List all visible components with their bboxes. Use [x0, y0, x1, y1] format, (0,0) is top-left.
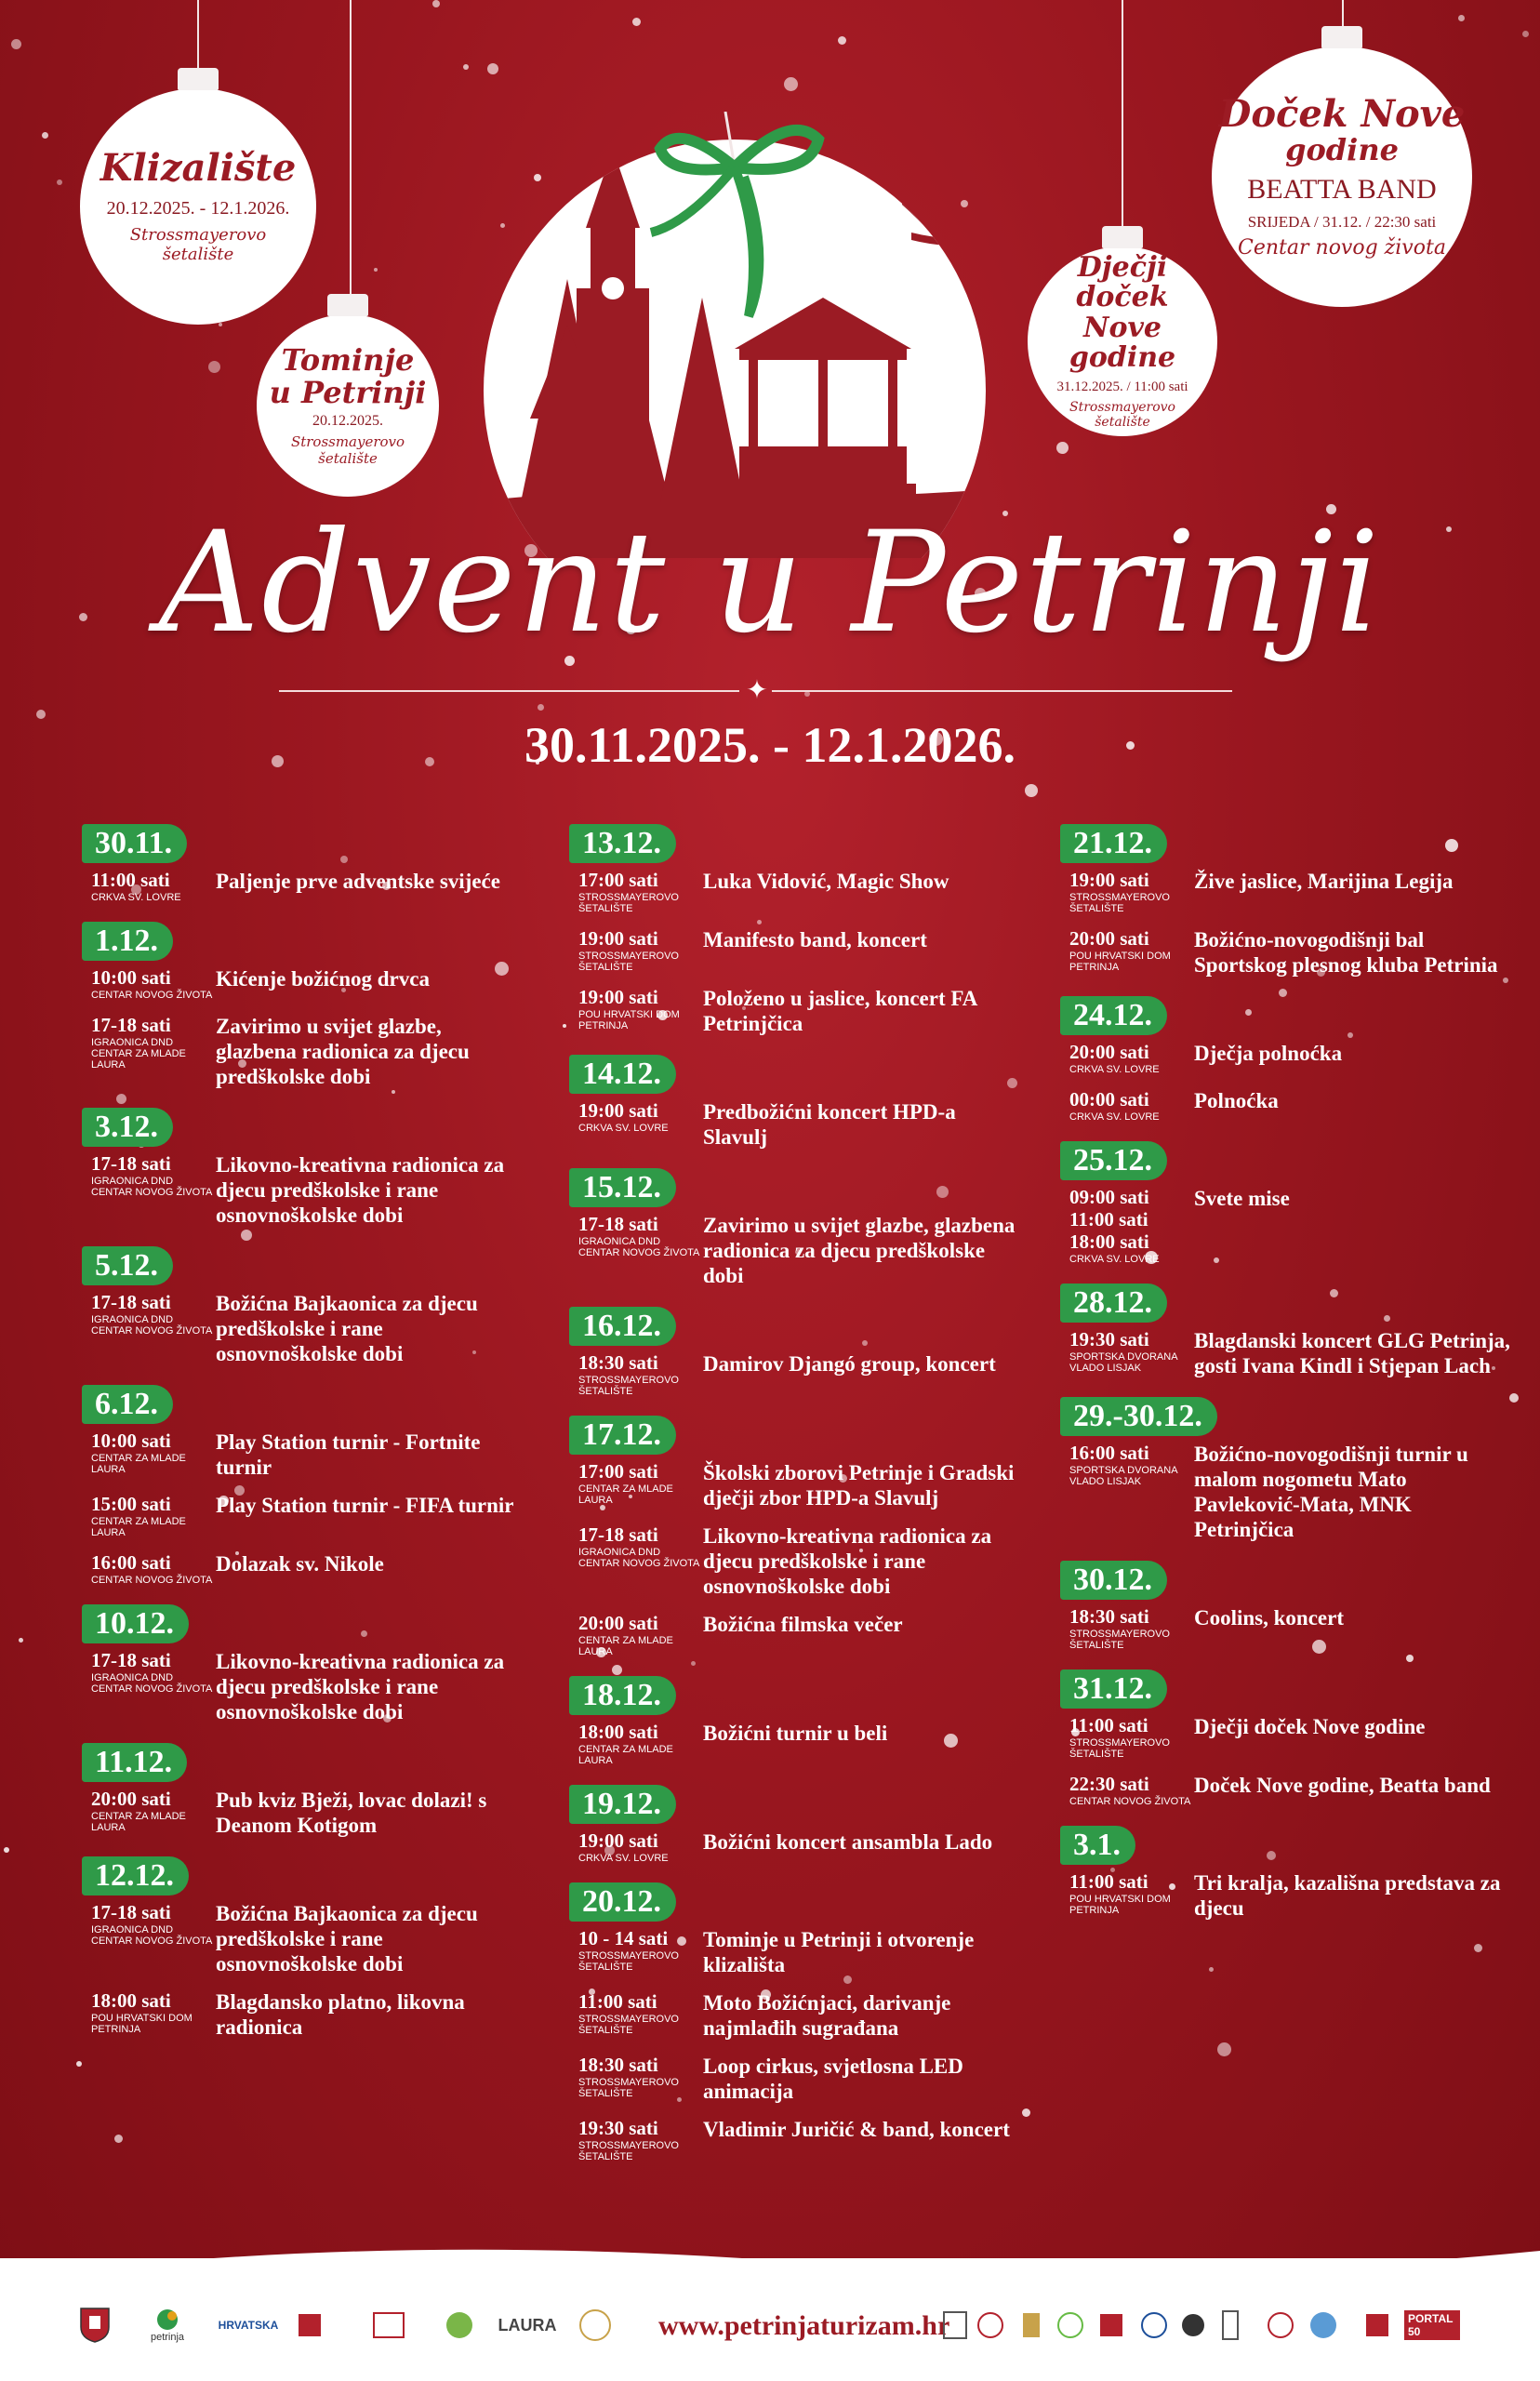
event-time: 19:00 sati	[1069, 869, 1149, 891]
event-time: 18:30 sati	[578, 2054, 658, 2076]
event-location: IGRAONICA DND CENTAR NOVOG ŽIVOTA	[91, 1314, 213, 1337]
date-badge: 6.12.	[82, 1385, 173, 1424]
schedule-day	[1060, 1820, 1516, 1921]
event-location: CENTAR ZA MLADE LAURA	[91, 1453, 186, 1475]
snowflake	[1474, 1944, 1482, 1952]
schedule-day	[1060, 1664, 1516, 1807]
event-row	[1060, 1328, 1516, 1378]
website-url[interactable]: www.petrinjaturizam.hr	[658, 2310, 950, 2341]
event-description: Božićni turnir u beli	[703, 1722, 888, 1745]
event-location: STROSSMAYEROVO ŠETALIŠTE	[578, 892, 679, 914]
event-time: 17-18 sati	[91, 1649, 171, 1671]
schedule-day	[82, 1102, 519, 1228]
event-description: Predbožićni koncert HPD-a Slavulj	[703, 1100, 956, 1149]
event-row	[1060, 1088, 1516, 1123]
event-row	[1060, 1605, 1516, 1651]
event-row	[82, 1989, 519, 2040]
schedule-day	[82, 1379, 519, 1586]
event-row	[569, 2054, 1025, 2104]
event-row	[569, 1351, 1025, 1397]
event-location: STROSSMAYEROVO ŠETALIŠTE	[578, 2140, 679, 2162]
event-description: Play Station turnir - Fortnite turnir	[216, 1430, 481, 1479]
event-time: 17:00 sati	[578, 1460, 658, 1483]
event-row	[569, 986, 1025, 1036]
date-badge: 24.12.	[1060, 996, 1167, 1035]
event-row	[82, 1152, 519, 1228]
snowflake	[4, 1847, 9, 1853]
event-time: 10:00 sati	[91, 1430, 171, 1452]
event-location: CRKVA SV. LOVRE	[1069, 1111, 1160, 1123]
event-description: Pub kviz Bježi, lovac dolazi! s Deanom Kotigom	[216, 1789, 487, 1837]
date-badge: 21.12.	[1060, 824, 1167, 863]
laura-logo: LAURA	[498, 2315, 557, 2334]
ornament-place: šetalište	[1095, 415, 1150, 431]
event-description: Položeno u jaslice, koncert FA Petrinjčica	[703, 987, 977, 1035]
event-location: CENTAR ZA MLADE LAURA	[578, 1744, 673, 1766]
event-location: STROSSMAYEROVO ŠETALIŠTE	[578, 1950, 679, 1973]
snowflake	[1217, 2042, 1231, 2056]
event-location: POU HRVATSKI DOM PETRINJA	[91, 2013, 192, 2035]
event-row	[82, 1014, 519, 1089]
event-location: CRKVA SV. LOVRE	[91, 892, 181, 903]
hrvatska-logo: HRVATSKA	[218, 2319, 279, 2332]
schedule-column-2	[569, 818, 1025, 2175]
event-time: 20:00 sati	[1069, 1041, 1149, 1063]
ornament-djecji-docek	[1028, 246, 1217, 436]
event-row	[1060, 1041, 1516, 1075]
event-time: 10:00 sati	[91, 966, 171, 989]
partner-logo-icon	[1097, 2307, 1125, 2344]
schedule-day	[569, 1410, 1025, 1657]
event-location: POU HRVATSKI DOM PETRINJA	[1069, 951, 1171, 973]
snowflake	[114, 2135, 123, 2143]
partner-logo-icon	[296, 2307, 324, 2344]
event-location: CENTAR NOVOG ŽIVOTA	[1069, 1796, 1191, 1807]
schedule-day	[82, 818, 519, 903]
event-location: CENTAR ZA MLADE LAURA	[91, 1516, 186, 1538]
event-description: Kićenje božićnog drvca	[216, 967, 430, 991]
event-description: Doček Nove godine, Beatta band	[1194, 1774, 1491, 1797]
partner-logo-icon	[1056, 2307, 1084, 2344]
event-location: STROSSMAYEROVO ŠETALIŠTE	[1069, 1737, 1170, 1760]
event-description: Likovno-kreativna radionica za djecu predškolske i rane osnovnoškolske dobi	[703, 1524, 992, 1598]
event-location: IGRAONICA DND CENTAR NOVOG ŽIVOTA	[578, 1547, 700, 1569]
event-description: Žive jaslice, Marijina Legija	[1194, 870, 1454, 893]
event-location: SPORTSKA DVORANA VLADO LISJAK	[1069, 1351, 1177, 1374]
event-time: 17-18 sati	[91, 1291, 171, 1313]
event-time: 19:00 sati	[578, 927, 658, 950]
snowflake	[42, 132, 48, 139]
event-location: CRKVA SV. LOVRE	[578, 1123, 669, 1134]
ornament-date: 31.12.2025. / 11:00 sati	[1056, 379, 1188, 395]
ornament-title: godine	[1285, 132, 1399, 168]
event-location: CENTAR NOVOG ŽIVOTA	[91, 990, 213, 1001]
event-time: 11:00 sati	[1069, 1714, 1148, 1736]
event-time: 19:30 sati	[1069, 1328, 1149, 1350]
ornament-title: Tominje	[281, 342, 415, 379]
event-location: STROSSMAYEROVO ŠETALIŠTE	[578, 2077, 679, 2099]
event-time: 22:30 sati	[1069, 1773, 1149, 1795]
event-description: Božićni koncert ansambla Lado	[703, 1830, 993, 1854]
event-row	[82, 1901, 519, 1976]
event-description: Božićna filmska večer	[703, 1613, 903, 1636]
date-badge: 31.12.	[1060, 1669, 1167, 1709]
ornament-place: Strossmayerovo	[290, 433, 405, 451]
event-row	[1060, 1714, 1516, 1760]
event-description: Božićno-novogodišnji turnir u malom nogometu Mato Pavleković-Mata, MNK Petrinjčica	[1194, 1443, 1468, 1541]
schedule-day	[82, 916, 519, 1089]
event-time: 17-18 sati	[578, 1523, 658, 1546]
event-row	[82, 1430, 519, 1480]
event-description: Manifesto band, koncert	[703, 928, 927, 951]
event-description: Luka Vidović, Magic Show	[703, 870, 949, 893]
event-location: STROSSMAYEROVO ŠETALIŠTE	[1069, 1629, 1170, 1651]
event-row	[569, 1829, 1025, 1864]
ornament-place: šetalište	[162, 245, 234, 265]
event-location: CRKVA SV. LOVRE	[1069, 1064, 1160, 1075]
event-time: 17-18 sati	[91, 1901, 171, 1923]
schedule-day	[82, 1737, 519, 1838]
schedule-day	[569, 1779, 1025, 1864]
event-location: IGRAONICA DND CENTAR NOVOG ŽIVOTA	[91, 1176, 213, 1198]
event-row	[569, 1460, 1025, 1510]
event-row	[82, 966, 519, 1001]
event-description: Paljenje prve adventske svijeće	[216, 870, 500, 893]
schedule-day	[569, 818, 1025, 1036]
date-badge: 10.12.	[82, 1604, 189, 1643]
date-badge: 19.12.	[569, 1785, 676, 1824]
event-time: 17:00 sati	[578, 869, 658, 891]
event-row	[569, 1721, 1025, 1766]
event-description: Blagdanski koncert GLG Petrinja, gosti Ivana Kindl i Stjepan Lach	[1194, 1329, 1510, 1377]
event-location: IGRAONICA DND CENTAR NOVOG ŽIVOTA	[91, 1924, 213, 1947]
snowflake	[374, 268, 378, 272]
event-time: 20:00 sati	[1069, 927, 1149, 950]
event-row	[569, 1927, 1025, 1977]
snowflake	[19, 1638, 23, 1643]
ornament-title: u Petrinji	[269, 374, 427, 410]
schedule-day	[82, 1599, 519, 1724]
partner-logo-icon	[941, 2307, 969, 2344]
event-row	[569, 1213, 1025, 1288]
event-row	[569, 869, 1025, 914]
date-badge: 3.12.	[82, 1108, 173, 1147]
ornament-klizaliste	[80, 88, 316, 325]
event-location: IGRAONICA DND CENTAR NOVOG ŽIVOTA	[578, 1236, 700, 1258]
partner-logo-icon	[1017, 2307, 1045, 2344]
ornament-tominje	[257, 314, 439, 497]
event-time: 00:00 sati	[1069, 1088, 1149, 1111]
ornament-title: Dječji doček	[1076, 250, 1169, 314]
date-badge: 15.12.	[569, 1168, 676, 1207]
event-row	[569, 1990, 1025, 2041]
snowflake	[76, 2061, 82, 2067]
ornament-dates: 20.12.2025. - 12.1.2026.	[106, 198, 290, 219]
event-time: 19:30 sati	[578, 2117, 658, 2139]
event-time: 16:00 sati	[91, 1551, 171, 1574]
event-location: IGRAONICA DND CENTAR ZA MLADE LAURA	[91, 1037, 186, 1071]
event-description: Tominje u Petrinji i otvorenje klizališta	[703, 1928, 975, 1976]
partner-logo-icon	[1267, 2307, 1294, 2344]
event-description: Božićna Bajkaonica za djecu predškolske i rane osnovnoškolske dobi	[216, 1292, 478, 1365]
event-time: 16:00 sati	[1069, 1442, 1149, 1464]
event-location: CENTAR ZA MLADE LAURA	[91, 1811, 186, 1833]
event-row	[1060, 1773, 1516, 1807]
event-description: Play Station turnir - FIFA turnir	[216, 1494, 514, 1517]
event-description: Vladimir Juričić & band, koncert	[703, 2118, 1010, 2141]
event-time: 15:00 sati	[91, 1493, 171, 1515]
date-badge: 3.1.	[1060, 1826, 1135, 1865]
date-badge: 5.12.	[82, 1246, 173, 1285]
date-badge: 1.12.	[82, 922, 173, 961]
event-description: Zavirimo u svijet glazbe, glazbena radionica za djecu predškolske dobi	[216, 1015, 470, 1088]
schedule-day	[1060, 1391, 1516, 1542]
ornament-string	[350, 0, 352, 307]
partner-logo-icon	[577, 2307, 614, 2344]
event-description: Moto Božićnjaci, darivanje najmlađih sugrađana	[703, 1991, 951, 2040]
event-description: Dječji doček Nove godine	[1194, 1715, 1426, 1738]
snowflake	[11, 39, 21, 49]
date-badge: 30.12.	[1060, 1561, 1167, 1600]
ornament-place: Strossmayerovo	[1069, 400, 1175, 416]
event-time: 09:00 sati 11:00 sati 18:00 sati	[1069, 1186, 1149, 1253]
event-row	[1060, 869, 1516, 914]
schedule-day	[1060, 1278, 1516, 1378]
schedule-column-3	[1060, 818, 1516, 1934]
date-badge: 29.-30.12.	[1060, 1397, 1217, 1436]
event-location: STROSSMAYEROVO ŠETALIŠTE	[1069, 892, 1170, 914]
snowflake	[1025, 784, 1038, 797]
partner-logo-icon	[443, 2307, 476, 2344]
event-time: 17-18 sati	[91, 1152, 171, 1175]
event-location: CENTAR ZA MLADE LAURA	[578, 1635, 673, 1657]
event-description: Blagdansko platno, likovna radionica	[216, 1990, 465, 2039]
event-location: SPORTSKA DVORANA VLADO LISJAK	[1069, 1465, 1177, 1487]
partner-logo-icon	[1308, 2307, 1339, 2344]
event-row	[1060, 1186, 1516, 1265]
partner-logo-icon	[1216, 2307, 1244, 2344]
event-description: Dolazak sv. Nikole	[216, 1552, 384, 1576]
date-badge: 16.12.	[569, 1307, 676, 1346]
snowflake	[463, 64, 469, 70]
date-badge: 20.12.	[569, 1882, 676, 1922]
ornament-docek-nove-godine	[1212, 47, 1472, 307]
event-time: 10 - 14 sati	[578, 1927, 669, 1949]
event-time: 18:30 sati	[1069, 1605, 1149, 1628]
snowflake	[838, 36, 846, 45]
schedule-column-1	[82, 818, 519, 2053]
schedule-day	[569, 1163, 1025, 1288]
event-description: Školski zborovi Petrinje i Gradski dječji zbor HPD-a Slavulj	[703, 1461, 1015, 1510]
snowflake	[1522, 31, 1529, 37]
event-location: CENTAR NOVOG ŽIVOTA	[91, 1575, 213, 1586]
ornament-title: Nove godine	[1069, 311, 1176, 374]
event-description: Likovno-kreativna radionica za djecu predškolske i rane osnovnoškolske dobi	[216, 1650, 505, 1723]
event-time: 11:00 sati	[91, 869, 170, 891]
event-row	[1060, 927, 1516, 978]
event-location: POU HRVATSKI DOM PETRINJA	[578, 1009, 680, 1031]
partner-logo-icon	[1363, 2307, 1391, 2344]
event-time: 19:00 sati	[578, 1829, 658, 1852]
event-time: 19:00 sati	[578, 1099, 658, 1122]
snowflake	[432, 0, 440, 7]
schedule-day	[569, 1049, 1025, 1150]
event-row	[82, 1291, 519, 1366]
sparkle-icon: ✦	[746, 674, 768, 705]
event-location: STROSSMAYEROVO ŠETALIŠTE	[578, 1375, 679, 1397]
event-description: Likovno-kreativna radionica za djecu predškolske i rane osnovnoškolske dobi	[216, 1153, 505, 1227]
event-description: Damirov Djangó group, koncert	[703, 1352, 996, 1376]
event-row	[82, 1493, 519, 1538]
ornament-place: Centar novog života	[1238, 235, 1446, 259]
event-time: 18:30 sati	[578, 1351, 658, 1374]
event-description: Zavirimo u svijet glazbe, glazbena radionica za djecu predškolske dobi	[703, 1214, 1016, 1287]
schedule-day	[569, 1877, 1025, 2162]
partner-logo-icon	[1140, 2307, 1168, 2344]
event-row	[82, 1649, 519, 1724]
event-location: CENTAR ZA MLADE LAURA	[578, 1483, 673, 1506]
title-divider	[279, 690, 739, 692]
date-badge: 30.11.	[82, 824, 187, 863]
date-badge: 18.12.	[569, 1676, 676, 1715]
snowflake	[208, 361, 220, 373]
event-location: STROSSMAYEROVO ŠETALIŠTE	[578, 2014, 679, 2036]
event-description: Dječja polnoćka	[1194, 1042, 1343, 1065]
snowflake	[1458, 15, 1465, 21]
partner-logo-icon	[370, 2307, 407, 2344]
date-badge: 12.12.	[82, 1856, 189, 1895]
event-time: 11:00 sati	[1069, 1870, 1148, 1893]
event-row	[569, 2117, 1025, 2162]
date-badge: 28.12.	[1060, 1284, 1167, 1323]
date-badge: 13.12.	[569, 824, 676, 863]
event-row	[569, 1523, 1025, 1599]
event-row	[569, 1612, 1025, 1657]
schedule-day	[1060, 991, 1516, 1123]
event-description: Polnoćka	[1194, 1089, 1279, 1112]
date-badge: 14.12.	[569, 1055, 676, 1094]
ornament-place: Strossmayerovo	[129, 225, 267, 246]
event-description: Loop cirkus, svjetlosna LED animacija	[703, 2055, 963, 2103]
snowflake	[538, 704, 544, 711]
portal-50-logo: PORTAL 50	[1404, 2307, 1460, 2344]
petrinja-logo: petrinja	[139, 2307, 195, 2344]
event-row	[82, 1788, 519, 1838]
event-time: 19:00 sati	[578, 986, 658, 1008]
snowflake	[1209, 1967, 1214, 1972]
event-row	[1060, 1870, 1516, 1921]
event-location: CRKVA SV. LOVRE	[578, 1853, 669, 1864]
event-description: Božićna Bajkaonica za djecu predškolske i rane osnovnoškolske dobi	[216, 1902, 478, 1975]
date-badge: 25.12.	[1060, 1141, 1167, 1180]
ornament-title: Doček Nove	[1218, 92, 1466, 137]
ornament-date: SRIJEDA / 31.12. / 22:30 sati	[1247, 213, 1437, 232]
schedule-day	[569, 1301, 1025, 1397]
snowflake	[632, 18, 641, 26]
title-divider	[772, 690, 1232, 692]
event-row	[569, 1099, 1025, 1150]
event-description: Svete mise	[1194, 1187, 1290, 1210]
event-time: 17-18 sati	[91, 1014, 171, 1036]
event-row	[1060, 1442, 1516, 1542]
event-description: Tri kralja, kazališna predstava za djecu	[1194, 1871, 1501, 1920]
partner-logo-icon	[1179, 2307, 1207, 2344]
event-time: 18:00 sati	[91, 1989, 171, 2012]
ornament-place: šetalište	[318, 449, 378, 467]
schedule-day	[1060, 818, 1516, 978]
event-time: 11:00 sati	[578, 1990, 657, 2013]
snowflake	[1056, 442, 1069, 454]
ornament-string	[1122, 0, 1123, 246]
snowflake	[563, 1024, 566, 1028]
ornament-title: Klizalište	[100, 146, 297, 191]
event-description: Božićno-novogodišnji bal Sportskog plesnog kluba Petrinia	[1194, 928, 1498, 977]
event-description: Coolins, koncert	[1194, 1606, 1344, 1629]
petrinja-coat-of-arms-icon	[74, 2307, 115, 2344]
schedule-day	[82, 1241, 519, 1366]
event-time: 18:00 sati	[578, 1721, 658, 1743]
snowflake	[219, 323, 222, 326]
central-ornament-illustration	[465, 112, 1004, 558]
schedule-day	[82, 1851, 519, 2040]
snowflake	[784, 77, 798, 91]
event-row	[82, 1551, 519, 1586]
schedule-day	[569, 1670, 1025, 1766]
snowflake	[487, 63, 498, 74]
page-title: Advent u Petrinji	[158, 502, 1382, 664]
event-location: CRKVA SV. LOVRE	[1069, 1254, 1160, 1265]
event-location: IGRAONICA DND CENTAR NOVOG ŽIVOTA	[91, 1672, 213, 1695]
schedule-day	[1060, 1555, 1516, 1651]
event-dates: 30.11.2025. - 12.1.2026.	[524, 717, 1016, 773]
event-row	[569, 927, 1025, 973]
event-location: POU HRVATSKI DOM PETRINJA	[1069, 1894, 1171, 1916]
partner-logo-icon	[976, 2307, 1004, 2344]
schedule-day	[1060, 1136, 1516, 1265]
event-time: 17-18 sati	[578, 1213, 658, 1235]
event-time: 20:00 sati	[91, 1788, 171, 1810]
snowflake	[57, 180, 62, 185]
ornament-date: 20.12.2025.	[312, 413, 383, 430]
ornament-band: BEATTA BAND	[1247, 173, 1437, 205]
date-badge: 11.12.	[82, 1743, 187, 1782]
event-time: 20:00 sati	[578, 1612, 658, 1634]
event-location: STROSSMAYEROVO ŠETALIŠTE	[578, 951, 679, 973]
date-badge: 17.12.	[569, 1416, 676, 1455]
event-row	[82, 869, 519, 903]
